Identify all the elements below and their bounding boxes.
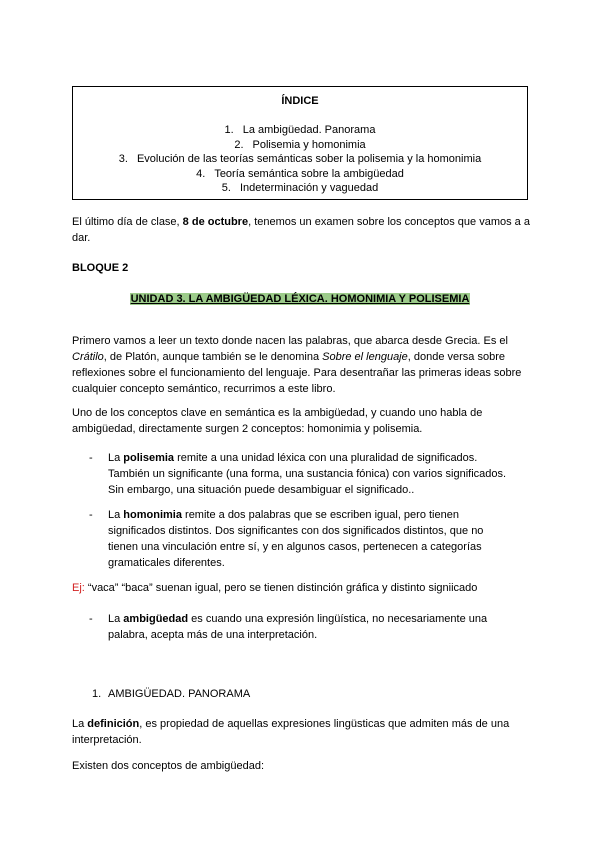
index-item (73, 152, 527, 167)
ambiguedad-paragraph: Uno de los conceptos clave en semántica es la ambigüedad, y cuando uno habla de ambigüedad, directamente surgen 2 conceptos: homonimia y polisemia. (72, 407, 483, 435)
list-item-prefix: La (108, 613, 124, 625)
paragraph-text: , de Platón, aunque también se le denomina (103, 351, 323, 363)
list-item-text (108, 611, 510, 643)
ambiguity-concepts-line: Existen dos conceptos de ambigüedad: (72, 760, 265, 772)
intro-paragraph (72, 214, 532, 246)
term-polisemia: polisemia (123, 452, 175, 464)
definition-paragraph (72, 716, 532, 748)
index-item-number: 5. (221, 182, 231, 194)
index-item-label: Teoría semántica sobre la ambigüedad (214, 167, 404, 180)
section-number: 1. (92, 688, 102, 700)
dash-bullet: - (89, 509, 93, 521)
list-item-body: remite a dos palabras que se escriben igual, pero tienen significados distintos. Dos significantes con dos significados distintos, que no tienen una vinculación entre sí, y en algunos casos, pertenecen a categorías gramaticales diferentes. (108, 509, 484, 569)
example-text: “vaca” “baca” suenan igual, pero se tienen distinción gráfica y distinto signiicado (84, 582, 478, 594)
unit-heading-text: UNIDAD 3. LA AMBIGÜEDAD LÉXICA. HOMONIMIA Y POLISEMIA (130, 293, 470, 305)
index-item (73, 181, 527, 196)
index-box (72, 86, 528, 200)
index-item-number: 3. (118, 153, 128, 165)
index-item (73, 138, 527, 153)
term-definicion: definición (87, 718, 140, 730)
index-item-label: La ambigüedad. Panorama (242, 124, 376, 136)
list-item-text (108, 450, 510, 498)
index-item-number: 2. (234, 138, 244, 151)
sobre-el-lenguaje-title: Sobre el lenguaje (322, 351, 408, 363)
term-ambiguedad: ambigüedad (123, 613, 189, 625)
list-item-prefix: La (108, 452, 124, 464)
paragraph-text: Primero vamos a leer un texto donde nacen las palabras, que abarca desde Grecia. Es el (72, 335, 508, 347)
paragraph-text: , donde versa sobre reflexiones sobre el funcionamiento del lenguaje. Para desentrañar las primeras ideas sobre cualquier concepto semántico, recurrimos a este libro. (72, 351, 522, 395)
unit-heading (0, 291, 600, 307)
term-homonimia: homonimia (123, 509, 182, 521)
index-item-label: Indeterminación y vaguedad (239, 182, 379, 194)
dash-bullet: - (89, 613, 93, 625)
list-item-homonimia (90, 507, 510, 571)
index-title: ÍNDICE (281, 95, 319, 107)
intro-text-after: , tenemos un examen sobre los conceptos que vamos a a dar. (72, 216, 530, 244)
index-item-label: Evolución de las teorías semánticas sober la polisemia y la homonimia (136, 153, 482, 165)
list-item-body: remite a una unidad léxica con una pluralidad de significados. También un significante (una forma, una sustancia fónica) con varios significados. Sin embargo, una situación puede desambiguar el significado.. (108, 452, 507, 496)
list-item-prefix: La (108, 509, 124, 521)
block-heading: BLOQUE 2 (72, 262, 129, 274)
definition-body: , es propiedad de aquellas expresiones lingüsticas que admiten más de una interpretación. (72, 718, 510, 746)
index-item (73, 123, 527, 138)
index-item-number: 1. (224, 124, 234, 136)
intro-cratilo-paragraph (72, 333, 532, 397)
definition-prefix: La (72, 718, 88, 730)
index-item-number: 4. (196, 167, 206, 180)
index-item-label: Polisemia y homonimia (252, 138, 366, 151)
list-item-body: es cuando una expresión lingüística, no necesariamente una palabra, acepta más de una interpretación. (108, 613, 488, 641)
list-item-ambiguedad (90, 611, 510, 643)
section-title: AMBIGÜEDAD. PANORAMA (108, 688, 251, 700)
intro-text-before: El último día de clase, (72, 216, 183, 228)
example-label: Ej: (72, 582, 85, 594)
index-item (73, 167, 527, 182)
section-heading-1 (92, 686, 250, 702)
list-item-text (108, 507, 510, 571)
cratilo-title: Crátilo (72, 351, 104, 363)
dash-bullet: - (89, 452, 93, 464)
list-item-polisemia (90, 450, 510, 498)
exam-date: 8 de octubre (182, 216, 249, 228)
index-list (73, 123, 527, 196)
example-line (72, 580, 532, 596)
